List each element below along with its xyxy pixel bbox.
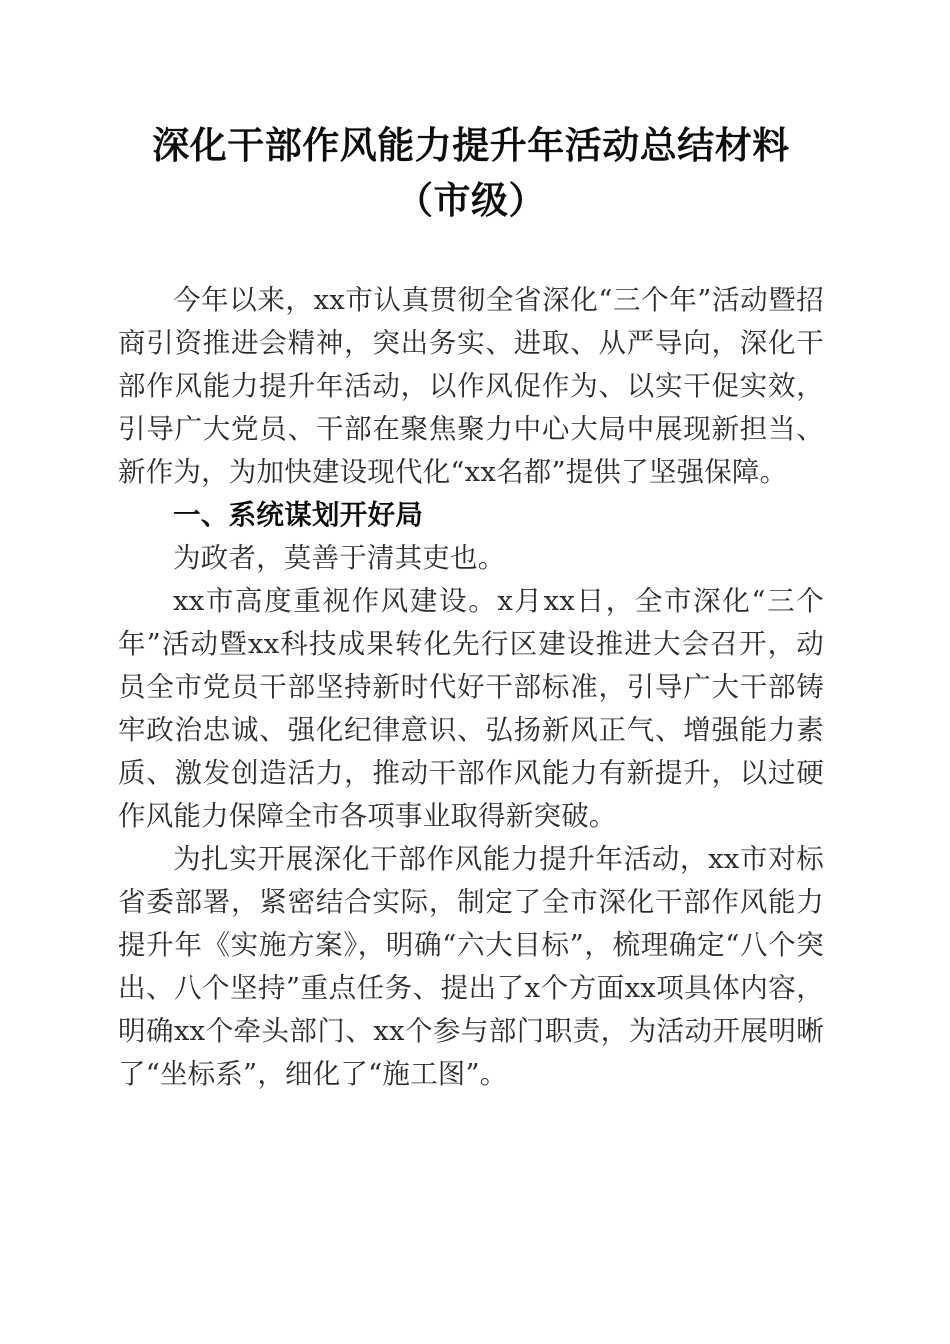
paragraph-quote: 为政者，莫善于清其吏也。 (173, 542, 506, 574)
paragraph-body-2: 为扎实开展深化干部作风能力提升年活动，xx市对标省委部署，紧密结合实际，制定了全市深化干部作风能力提升年《实施方案》，明确“六大目标”，梳理确定“八个突出、八个坚持”重点任务、提出了x个方面xx项具体内容，明确xx个牵头部门、xx个参与部门职责，为活动开展明晰了“坐标系”，细化了“施工图”。 (118, 843, 824, 1090)
page-title: 深化干部作风能力提升年活动总结材料（市级） (152, 123, 790, 222)
paragraph-intro: 今年以来，xx市认真贯彻全省深化“三个年”活动暨招商引资推进会精神，突出务实、进取、从严导向，深化干部作风能力提升年活动，以作风促作为、以实干促实效，引导广大党员、干部在聚焦聚力中心大局中展现新担当、新作为，为加快建设现代化“xx名都”提供了坚强保障。 (118, 284, 824, 488)
section-heading-1: 一、系统谋划开好局 (173, 499, 424, 531)
document-content (118, 0, 824, 1096)
paragraph-body-1: xx市高度重视作风建设。x月xx日，全市深化“三个年”活动暨xx科技成果转化先行区建设推进大会召开，动员全市党员干部坚持新时代好干部标准，引导广大干部铸牢政治忠诚、强化纪律意识、弘扬新风正气、增强能力素质、激发创造活力，推动干部作风能力有新提升，以过硬作风能力保障全市各项事业取得新突破。 (118, 585, 824, 832)
